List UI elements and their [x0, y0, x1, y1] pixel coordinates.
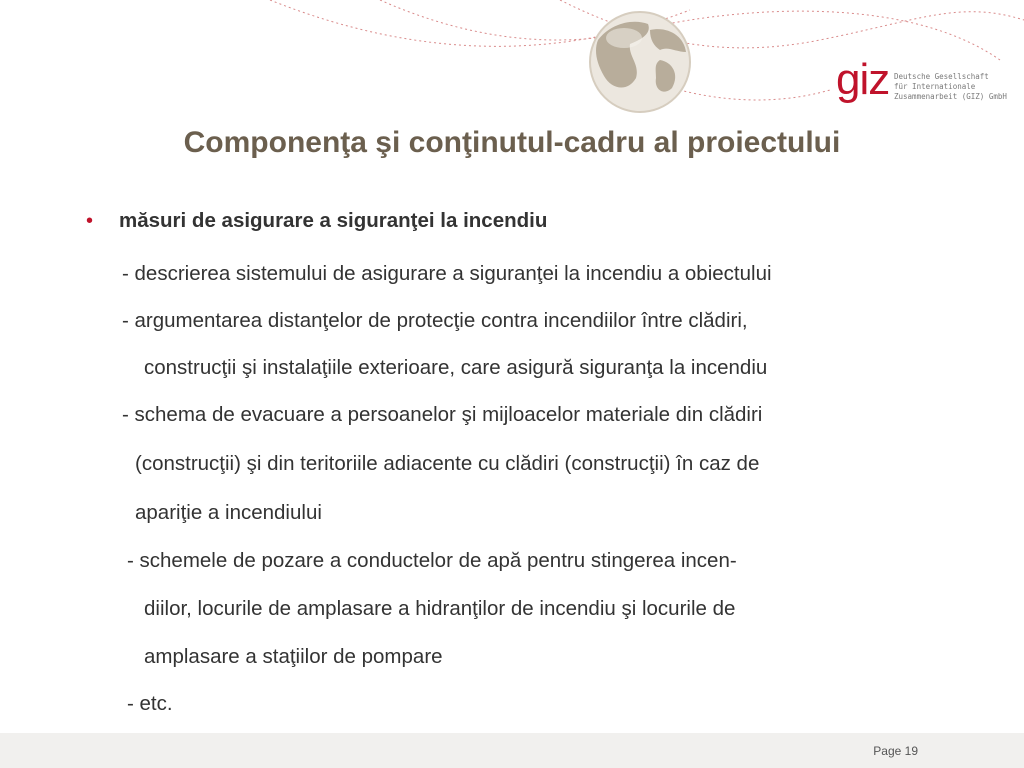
- page-number: Page 19: [873, 744, 918, 758]
- bullet-item: [86, 209, 986, 241]
- giz-logo: [836, 55, 1007, 108]
- logo-text: [894, 72, 1007, 102]
- content-line: - etc.: [127, 692, 173, 715]
- bullet-text: măsuri de asigurare a siguranţei la incendiu: [119, 209, 548, 232]
- logo-text-line: für Internationale: [894, 82, 976, 91]
- slide-content: [86, 209, 986, 715]
- logo-text-line: Zusammenarbeit (GIZ) GmbH: [894, 92, 1007, 101]
- globe-icon: [590, 12, 690, 112]
- slide-title: Componenţa şi conţinutul-cadru al proiectului: [183, 126, 841, 159]
- content-line: diilor, locurile de amplasare a hidranţilor de incendiu şi locurile de: [144, 597, 736, 620]
- footer-bar: [0, 733, 1024, 768]
- logo-mark: giz: [836, 55, 890, 104]
- content-line: apariţie a incendiului: [135, 501, 322, 524]
- content-line: - argumentarea distanţelor de protecţie contra incendiilor între clădiri,: [122, 309, 748, 332]
- content-line: construcţii şi instalaţiile exterioare, care asigură siguranţa la incendiu: [144, 356, 768, 379]
- content-line: (construcţii) şi din teritoriile adiacente cu clădiri (construcţii) în caz de: [135, 452, 760, 475]
- content-line: amplasare a staţiilor de pompare: [144, 645, 443, 668]
- logo-text-line: Deutsche Gesellschaft: [894, 72, 989, 81]
- content-line: - schema de evacuare a persoanelor şi mijloacelor materiale din clădiri: [122, 403, 763, 426]
- bullet-marker: •: [86, 210, 94, 232]
- dotted-arc: [380, 0, 1000, 60]
- content-line: - descrierea sistemului de asigurare a siguranţei la incendiu a obiectului: [122, 262, 772, 285]
- content-line: - schemele de pozare a conductelor de apă pentru stingerea incen-: [127, 549, 737, 572]
